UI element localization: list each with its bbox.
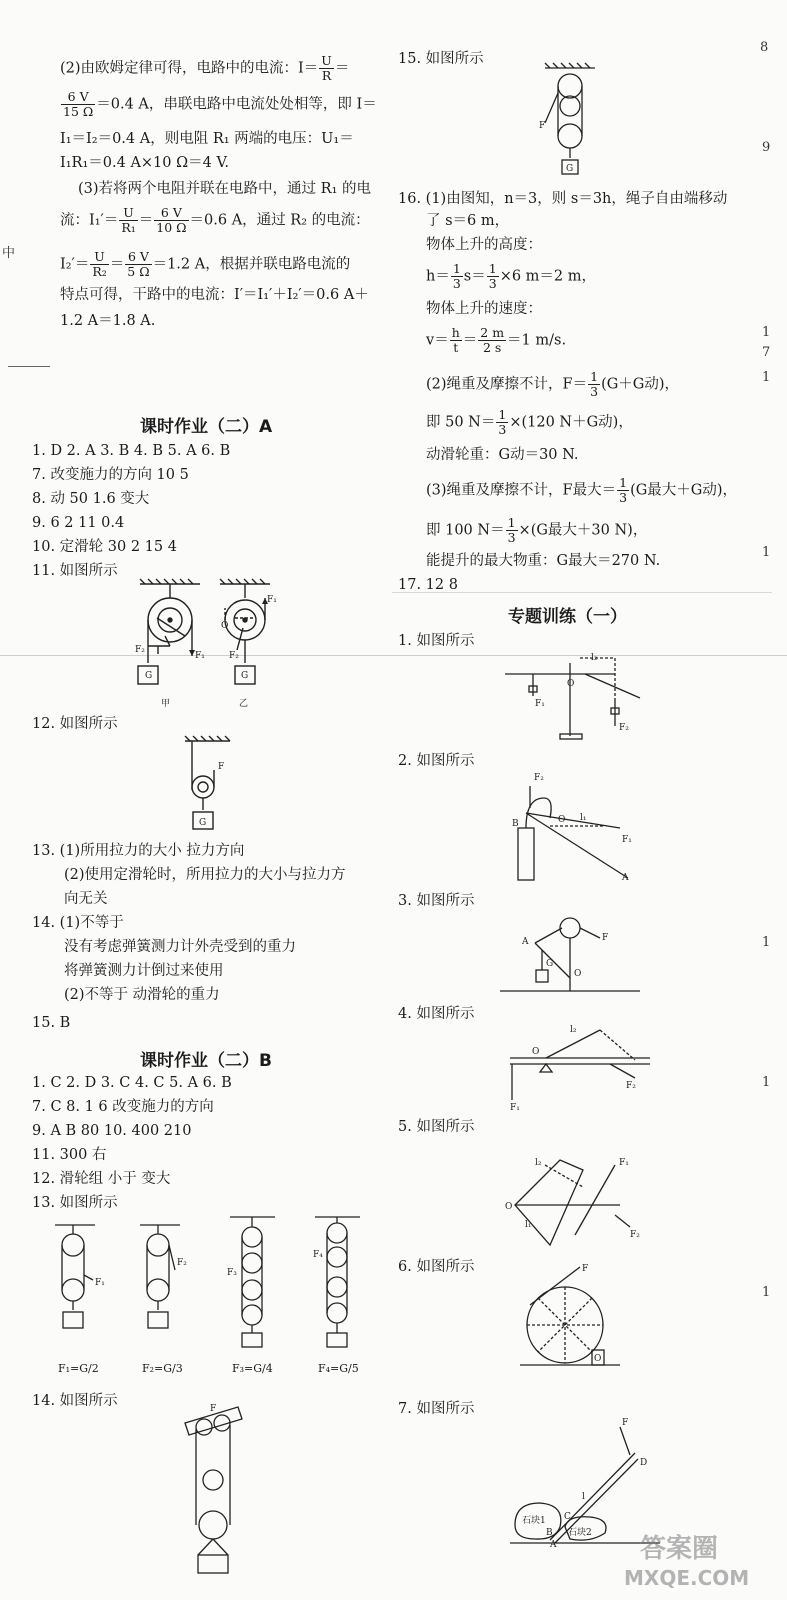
svg-text:G: G	[199, 818, 207, 828]
answer-line: 10. 定滑轮 30 2 15 4	[32, 539, 177, 555]
answer-line: 11. 300 右	[32, 1147, 107, 1163]
svg-text:B: B	[512, 819, 519, 829]
r16-l3: 物体上升的高度：	[426, 237, 542, 253]
svg-text:G: G	[145, 671, 153, 681]
question-13-line: 向无关	[64, 891, 108, 907]
answer-line: 7. 改变施力的方向 10 5	[32, 467, 189, 483]
svg-text:F: F	[622, 1418, 629, 1428]
fold-line	[0, 655, 787, 656]
question-12: 12. 如图所示	[32, 716, 118, 732]
question-13-line: (2)使用定滑轮时，所用拉力的大小与拉力方	[64, 867, 346, 883]
question-13: 13. (1)所用拉力的大小 拉力方向	[32, 843, 245, 859]
svg-text:F₂: F₂	[619, 723, 629, 733]
zt-7: 7. 如图所示	[398, 1401, 475, 1417]
svg-text:F: F	[602, 933, 609, 943]
svg-text:F₂: F₂	[229, 651, 239, 661]
figure-zt5	[505, 1135, 645, 1250]
svg-text:O: O	[574, 969, 582, 979]
p2-line2: $\frac{6 V}{15 \Omega}$ ＝0.4 A，串联电路中电流处处相等，即 I＝	[63, 89, 377, 119]
svg-text:l₁: l₁	[580, 813, 587, 823]
svg-text:F₁: F₁	[510, 1103, 520, 1113]
r16-l5: 物体上升的速度：	[426, 301, 542, 317]
answer-line: 11. 如图所示	[32, 563, 118, 579]
figure-zt6	[520, 1265, 620, 1375]
question-14-line: 将弹簧测力计倒过来使用	[64, 963, 224, 979]
r16-f: (2)绳重及摩擦不计，F＝ $\frac{1}{3}$ (G＋G动)，	[426, 369, 680, 399]
zt-1: 1. 如图所示	[398, 633, 475, 649]
svg-text:F₁: F₁	[195, 651, 205, 661]
figure-zt3	[500, 908, 640, 998]
margin-rule	[8, 366, 50, 367]
zt-6: 6. 如图所示	[398, 1259, 475, 1275]
r-question-15: 15. 如图所示	[398, 51, 484, 67]
r-question-17: 17. 12 8	[398, 577, 458, 593]
svg-text:C: C	[564, 1512, 571, 1522]
r16-l1: 16. (1)由图知，n＝3，则 s＝3h，绳子自由端移动	[398, 191, 728, 207]
zt-5: 5. 如图所示	[398, 1119, 475, 1135]
answer-line: 12. 滑轮组 小于 变大	[32, 1171, 171, 1187]
p2-line4: I₁R₁＝0.4 A×10 Ω＝4 V.	[60, 155, 230, 171]
svg-text:石块1: 石块1	[522, 1516, 546, 1526]
p3-line1: (3)若将两个电阻并联在电路中，通过 R₁ 的电	[78, 181, 371, 197]
r16-h: h＝ $\frac{1}{3}$ s＝ $\frac{1}{3}$ ×6 m＝2 m，	[426, 261, 597, 291]
zt-3: 3. 如图所示	[398, 893, 475, 909]
r16-k: 即 100 N＝ $\frac{1}{3}$ ×(G最大＋30 N)，	[426, 515, 648, 545]
svg-text:甲: 甲	[161, 699, 171, 709]
svg-text:乙: 乙	[239, 699, 249, 709]
svg-text:F₂: F₂	[534, 773, 544, 783]
figure-q12	[170, 735, 240, 835]
svg-text:O: O	[558, 815, 566, 825]
f13-caption: F₄=G/5	[318, 1362, 359, 1375]
svg-text:l₁: l₁	[525, 1220, 532, 1230]
svg-text:A: A	[622, 873, 629, 883]
p3-line3: I₂′＝ $\frac{U}{\text{R₂}}$ ＝ $\frac{6 V}{5 \Omega}$ ＝1.2 A，根据并联电路电流的	[60, 249, 351, 279]
svg-text:D: D	[640, 1458, 648, 1468]
svg-text:l₂: l₂	[570, 1025, 577, 1035]
zt-2: 2. 如图所示	[398, 753, 475, 769]
r16-d: 动滑轮重：G动＝30 N.	[426, 447, 579, 463]
r16-v: v＝ $\frac{h}{t}$ ＝ $\frac{2 m}{2 s}$ ＝1 m/s.	[426, 325, 567, 355]
svg-text:F₁: F₁	[95, 1278, 105, 1288]
svg-text:F₁: F₁	[622, 835, 632, 845]
answer-line: 9. 6 2 11 0.4	[32, 515, 125, 531]
svg-text:F₂: F₂	[135, 645, 145, 655]
figure-q11	[125, 578, 285, 713]
p2-line3: I₁＝I₂＝0.4 A，则电阻 R₁ 两端的电压：U₁＝	[60, 131, 354, 147]
svg-text:F₁: F₁	[619, 1158, 629, 1168]
svg-text:O: O	[221, 621, 229, 631]
svg-text:F₂: F₂	[626, 1081, 636, 1091]
p2-line1: (2)由欧姆定律可得，电路中的电流：I＝ $\frac{U}{R}$ ＝	[60, 53, 350, 83]
f13-caption: F₁=G/2	[58, 1362, 99, 1375]
section-title-zt: 专题训练（一）	[508, 607, 627, 627]
answer-line: 9. A B 80 10. 400 210	[32, 1123, 192, 1139]
r16-j: 即 50 N＝ $\frac{1}{3}$ ×(120 N＋G动)，	[426, 407, 633, 437]
svg-text:A: A	[550, 1540, 557, 1550]
figure-zt2	[510, 768, 640, 883]
svg-text:l₂: l₂	[535, 1158, 542, 1168]
watermark: MXQE.COM	[624, 1566, 750, 1590]
answer-line: 7. C 8. 1 6 改变施力的方向	[32, 1099, 214, 1115]
p3-line4: 特点可得，干路中的电流：I′＝I₁′＋I₂′＝0.6 A＋	[60, 287, 369, 303]
f13-caption: F₂=G/3	[142, 1362, 183, 1375]
svg-text:O: O	[567, 679, 575, 689]
question-15: 15. B	[32, 1015, 71, 1031]
svg-text:F₂: F₂	[177, 1258, 187, 1268]
answer-line: 13. 如图所示	[32, 1195, 118, 1211]
section-title-2B: 课时作业（二）B	[140, 1051, 272, 1071]
svg-text:F: F	[218, 762, 225, 772]
r16-l2: 了 s＝6 m，	[426, 213, 510, 229]
figure-zt1	[505, 648, 645, 743]
watermark-cn: 答案圈	[640, 1534, 719, 1564]
svg-text:石块2: 石块2	[568, 1528, 592, 1538]
r16-last: 能提升的最大物重：G最大＝270 N.	[426, 553, 661, 569]
answer-line: 1. C 2. D 3. C 4. C 5. A 6. B	[32, 1075, 232, 1091]
svg-text:l: l	[582, 1492, 585, 1502]
figure-q13	[45, 1215, 375, 1355]
answer-line: 8. 动 50 1.6 变大	[32, 491, 150, 507]
svg-text:G: G	[546, 959, 554, 969]
svg-text:A: A	[522, 937, 529, 947]
svg-text:B: B	[546, 1528, 553, 1538]
svg-text:F₃: F₃	[227, 1268, 237, 1278]
svg-text:F₂: F₂	[630, 1230, 640, 1240]
p3-line5: 1.2 A＝1.8 A.	[60, 313, 156, 329]
p3-line2: 流：I₁′＝ $\frac{U}{\text{R₁}}$ ＝ $\frac{6 V}{10 \Omega}$ ＝0.6 A，通过 R₂ 的电流：	[60, 205, 370, 235]
margin-char: 中	[2, 246, 16, 261]
svg-text:O: O	[532, 1047, 540, 1057]
svg-text:G: G	[241, 671, 249, 681]
figure-r15	[530, 58, 600, 183]
f13-caption: F₃=G/4	[232, 1362, 273, 1375]
svg-text:F: F	[539, 121, 546, 131]
figure-zt7	[510, 1415, 660, 1550]
svg-text:l₂: l₂	[591, 653, 598, 663]
question-14-line: 没有考虑弹簧测力计外壳受到的重力	[64, 939, 296, 955]
question-14-line: (2)不等于 动滑轮的重力	[64, 987, 220, 1003]
question-14: 14. (1)不等于	[32, 915, 124, 931]
question-14b: 14. 如图所示	[32, 1393, 118, 1409]
answer-line: 1. D 2. A 3. B 4. B 5. A 6. B	[32, 443, 231, 459]
svg-text:F₄: F₄	[313, 1250, 323, 1260]
svg-text:F: F	[210, 1404, 217, 1414]
figure-q14b	[180, 1405, 250, 1580]
figure-zt4	[510, 1020, 650, 1113]
section-title-2A: 课时作业（二）A	[140, 417, 273, 437]
svg-text:F₁: F₁	[267, 595, 277, 605]
svg-text:F₁: F₁	[535, 699, 545, 709]
r16-m: (3)绳重及摩擦不计，F最大＝ $\frac{1}{3}$ (G最大＋G动)，	[426, 475, 738, 505]
svg-text:G: G	[566, 164, 574, 174]
svg-text:O: O	[594, 1354, 602, 1364]
svg-text:F: F	[582, 1264, 589, 1274]
svg-text:O: O	[505, 1202, 513, 1212]
zt-4: 4. 如图所示	[398, 1006, 475, 1022]
